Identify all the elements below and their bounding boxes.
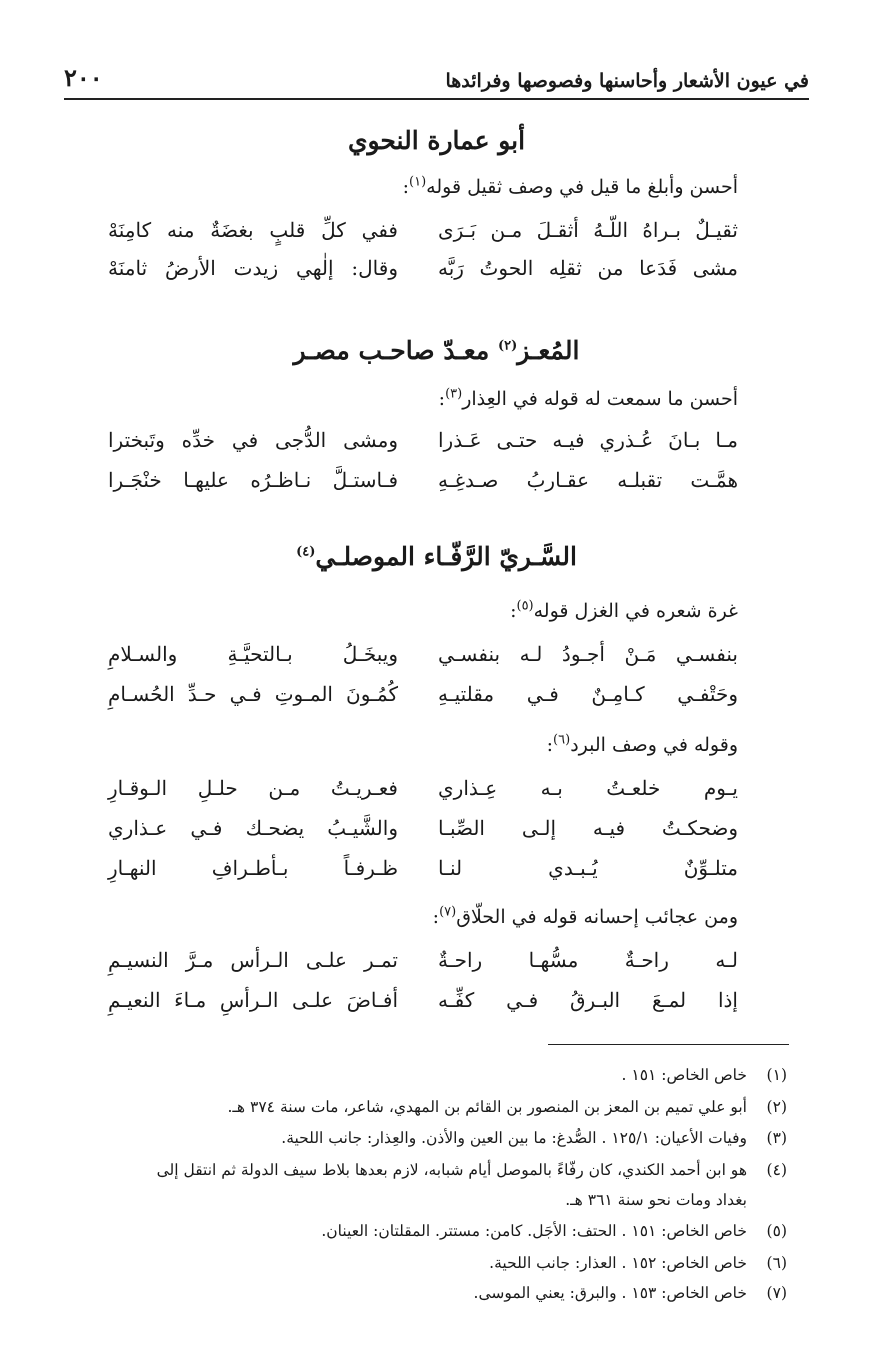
verse-first-hemistich: وحَتْفـي كـامِـنٌ فـي مقلتيـهِ — [438, 682, 738, 706]
verse-line — [108, 682, 738, 722]
footnote — [40, 1250, 787, 1276]
verse-first-hemistich: مشى فَدَعا من ثقلِه الحوتُ رَبَّه — [438, 256, 738, 280]
footnote-ref: (٧) — [439, 904, 457, 920]
verse-first-hemistich: ثقيـلٌ بـراهُ اللّـهُ أثقـلَ مـن بَـرَى — [438, 218, 738, 242]
verse-line — [108, 988, 738, 1028]
footnote-number: (٧) — [766, 1284, 787, 1302]
verse-second-hemistich: فعـريـتُ مـن حلـلِ الـوقـارِ — [108, 776, 398, 800]
verse-line — [108, 468, 738, 508]
verse-second-hemistich: ففي كلِّ قلبٍ بغضَةٌ منه كامِنَهْ — [108, 218, 398, 242]
footnote-text: خاص الخاص: ١٥١ . الحتف: الأجَل. كامن: مستتر. المقلتان: العينان. — [321, 1222, 747, 1240]
verse-line — [108, 428, 738, 468]
footnote-text: خاص الخاص: ١٥٣ . والبرق: يعني الموسى. — [473, 1284, 747, 1302]
verse-first-hemistich: وضحكـتُ فيـه إلـى الصِّبـا — [438, 816, 738, 840]
running-header — [64, 62, 809, 100]
footnote-text: أبو علي تميم بن المعز بن المنصور بن القائم بن المهدي، شاعر، مات سنة ٣٧٤ هـ. — [227, 1098, 747, 1116]
footnote-number: (١) — [766, 1066, 787, 1084]
footnote — [40, 1157, 787, 1183]
verse-line — [108, 218, 738, 258]
verse-first-hemistich: إذا لمـعَ البـرقُ فـي كفِّـه — [438, 988, 738, 1012]
footnote — [40, 1094, 787, 1120]
verse-line — [108, 948, 738, 988]
footnote-ref: (١) — [409, 174, 427, 190]
footnote-ref: (٦) — [553, 732, 571, 748]
verse-second-hemistich: والشَّيـبُ يضحـك فـي عـذاري — [108, 816, 398, 840]
verse-line — [108, 856, 738, 896]
verse-first-hemistich: يـوم خلعـتُ بـه عِـذاري — [438, 776, 738, 800]
verse-second-hemistich: ومشى الدُّجى في خدِّه وتَبخترا — [108, 428, 398, 452]
verse-second-hemistich: ظـرفـاً بـأطـرافِ النهـارِ — [108, 856, 398, 880]
section-title-al-muizz: المُعـز$^{(٢)}$ معـدّ صاحـب مصـر — [293, 336, 580, 365]
verse-first-hemistich: لـه راحـةٌ مسُّهـا راحـةٌ — [438, 948, 738, 972]
verse-line — [108, 642, 738, 682]
footnote-ref: (٢) — [497, 338, 518, 354]
footnote — [40, 1062, 787, 1088]
verse-second-hemistich: ويبخَـلُ بـالتحيَّـةِ والسـلامِ — [108, 642, 398, 666]
footnote-number: (٤) — [766, 1161, 787, 1179]
footnote-number: (٢) — [766, 1098, 787, 1116]
intro-line: وقوله في وصف البرد$^{(٦)}$: — [546, 732, 738, 756]
intro-line: أحسن وأبلغ ما قيل في وصف ثقيل قوله$^{(١)}$: — [402, 174, 738, 198]
footnote-ref: (٥) — [516, 598, 534, 614]
verse-second-hemistich: وقال: إلٰهي زيدت الأرضُ ثامنَهْ — [108, 256, 398, 280]
intro-line: غرة شعره في الغزل قوله$^{(٥)}$: — [510, 598, 738, 622]
footnote — [40, 1280, 787, 1306]
footnote-text: خاص الخاص: ١٥١ . — [621, 1066, 747, 1084]
verse-line — [108, 256, 738, 296]
verse-first-hemistich: متلـوِّنٌ يُـبـدي لنـا — [438, 856, 738, 880]
footnote-number: (٣) — [766, 1129, 787, 1147]
section-title-abu-umara: أبو عمارة النحوي — [347, 126, 526, 155]
footnote-ref: (٤) — [296, 544, 316, 560]
footnote-continuation: بغداد ومات نحو سنة ٣٦١ هـ. — [565, 1191, 747, 1209]
verse-second-hemistich: تمـر علـى الـرأس مـرَّ النسيـمِ — [108, 948, 398, 972]
footnote-text: هو ابن أحمد الكندي، كان رفّاءً بالموصل أيام شبابه، لازم بعدها بلاط سيف الدولة ثم انتقل إلى — [156, 1161, 747, 1179]
intro-line: ومن عجائب إحسانه قوله في الحلّاق$^{(٧)}$: — [432, 904, 738, 928]
footnote-ref: (٣) — [445, 386, 463, 402]
footnote-number: (٦) — [766, 1254, 787, 1272]
footnote-text: خاص الخاص: ١٥٢ . العذار: جانب اللحية. — [489, 1254, 747, 1272]
verse-second-hemistich: أفـاضَ علـى الـرأسِ مـاءَ النعيـمِ — [108, 988, 398, 1012]
intro-line: أحسن ما سمعت له قوله في العِذار$^{(٣)}$: — [438, 386, 738, 410]
footnote-divider — [548, 1044, 789, 1045]
footnote — [40, 1125, 787, 1151]
verse-line — [108, 816, 738, 856]
section-title-al-sari: السَّـريّ الرَّفّـاء الموصلـي$^{(٤)}$ — [296, 542, 577, 571]
verse-first-hemistich: مـا بـانَ عُـذري فيـه حتـى عَـذرا — [438, 428, 738, 452]
page-number: ٢٠٠ — [64, 63, 103, 92]
verse-first-hemistich: همَّـت تقبلـه عقـاربُ صـدغِـهِ — [438, 468, 738, 492]
footnote-number: (٥) — [766, 1222, 787, 1240]
footnote-text: وفيات الأعيان: ١٢٥/١ . الصُّدغ: ما بين العين والأذن. والعِذار: جانب اللحية. — [281, 1129, 747, 1147]
verse-second-hemistich: كُمُـونَ المـوتِ فـي حـدِّ الحُسـامِ — [108, 682, 398, 706]
verse-first-hemistich: بنفسـي مَـنْ أجـودُ لـه بنفسـي — [438, 642, 738, 666]
running-title: في عيون الأشعار وأحاسنها وفصوصها وفرائدها — [445, 70, 809, 92]
verse-second-hemistich: فـاستـلَّ نـاظـرُه عليهـا خنْجَـرا — [108, 468, 398, 492]
footnote — [40, 1218, 787, 1244]
verse-line — [108, 776, 738, 816]
